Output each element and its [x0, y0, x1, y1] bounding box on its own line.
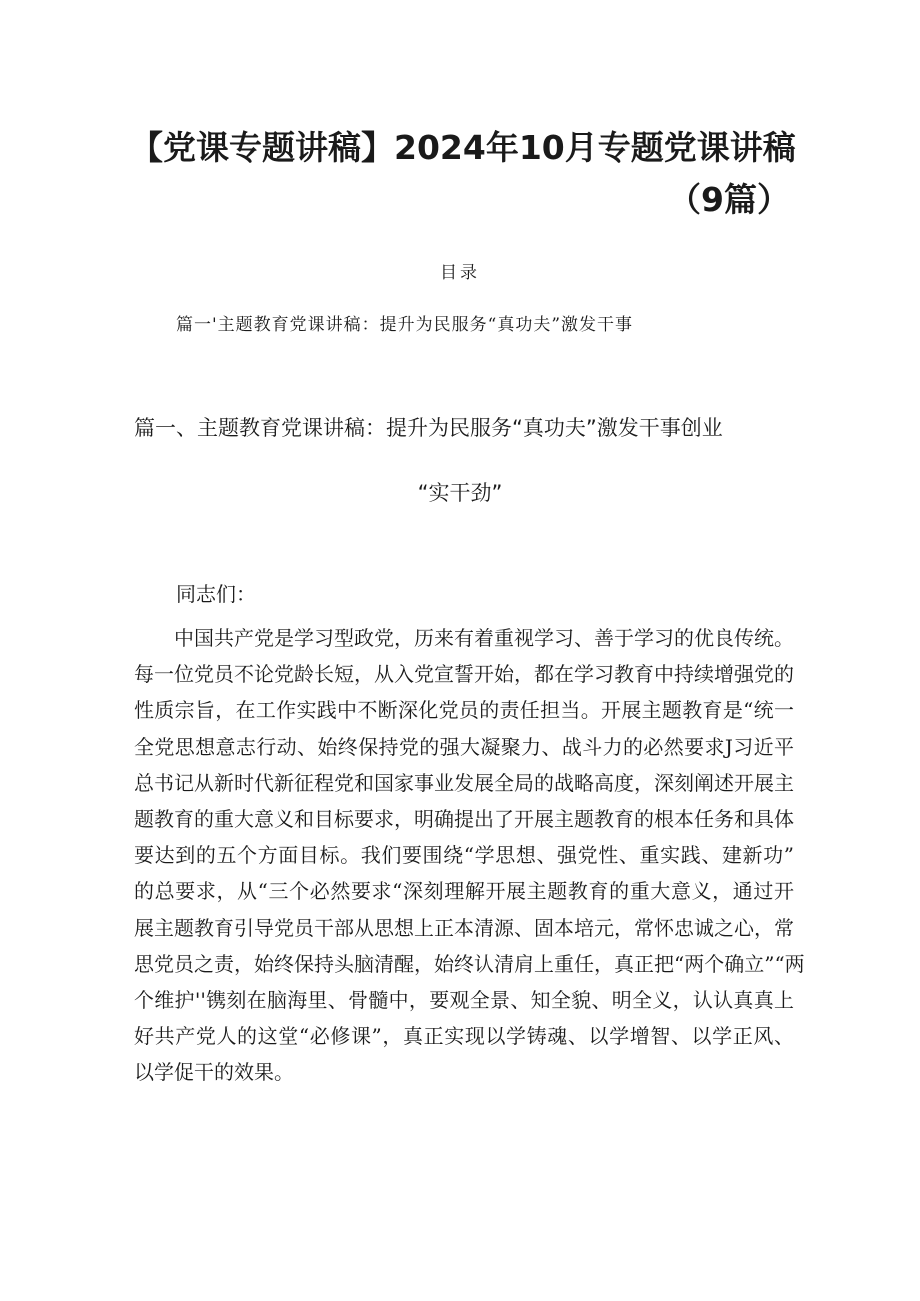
- paragraph-line: 性质宗旨，在工作实践中不断深化党员的责任担当。开展主题教育是“统一: [134, 698, 794, 723]
- paragraph-line: 展主题教育引导党员干部从思想上正本清源、固本培元，常怀忠诚之心，常: [134, 915, 794, 940]
- title-line-1: 【党课专题讲稿】2024年10月专题党课讲稿: [130, 128, 796, 167]
- paragraph-line: 要达到的五个方面目标。我们要围绕“学思想、强党性、重实践、建新功”: [134, 843, 794, 868]
- paragraph-line: 个维护''镌刻在脑海里、骨髓中，要观全景、知全貌、明全义，认认真真上: [134, 987, 794, 1012]
- title-line-2: （9篇）: [668, 180, 790, 219]
- salutation: 同志们：: [176, 582, 256, 606]
- toc-item[interactable]: 篇一'主题教育党课讲稿：提升为民服务“真功夫”激发干事: [176, 315, 634, 335]
- paragraph-line: 以学促干的效果。: [134, 1060, 294, 1085]
- section-subtitle: “实干劲”: [417, 481, 503, 505]
- document-title: [130, 122, 796, 226]
- paragraph-line: 全党思想意志行动、始终保持党的强大凝聚力、战斗力的必然要求J习近平: [134, 734, 794, 759]
- paragraph-line: 中国共产党是学习型政党，历来有着重视学习、善于学习的优良传统。: [174, 626, 794, 650]
- toc-heading: 目录: [440, 263, 480, 283]
- paragraph-line: 题教育的重大意义和目标要求，明确提出了开展主题教育的根本任务和具体: [134, 806, 794, 831]
- section-title: 篇一、主题教育党课讲稿：提升为民服务“真功夫”激发干事创业: [134, 416, 723, 440]
- paragraph-line: 的总要求，从“三个必然要求“深刻理解开展主题教育的重大意义，通过开: [134, 879, 794, 904]
- body-paragraph: [134, 620, 805, 1090]
- paragraph-line: 好共产党人的这堂“必修课”，真正实现以学铸魂、以学增智、以学正风、: [134, 1024, 794, 1049]
- paragraph-line: 思党员之责，始终保持头脑清醒，始终认清肩上重任，真正把“两个确立”“两: [134, 951, 805, 976]
- paragraph-line: 每一位党员不论党龄长短，从入党宣誓开始，都在学习教育中持续增强党的: [134, 662, 794, 687]
- paragraph-line: 总书记从新时代新征程党和国家事业发展全局的战略高度，深刻阐述开展主: [134, 770, 794, 795]
